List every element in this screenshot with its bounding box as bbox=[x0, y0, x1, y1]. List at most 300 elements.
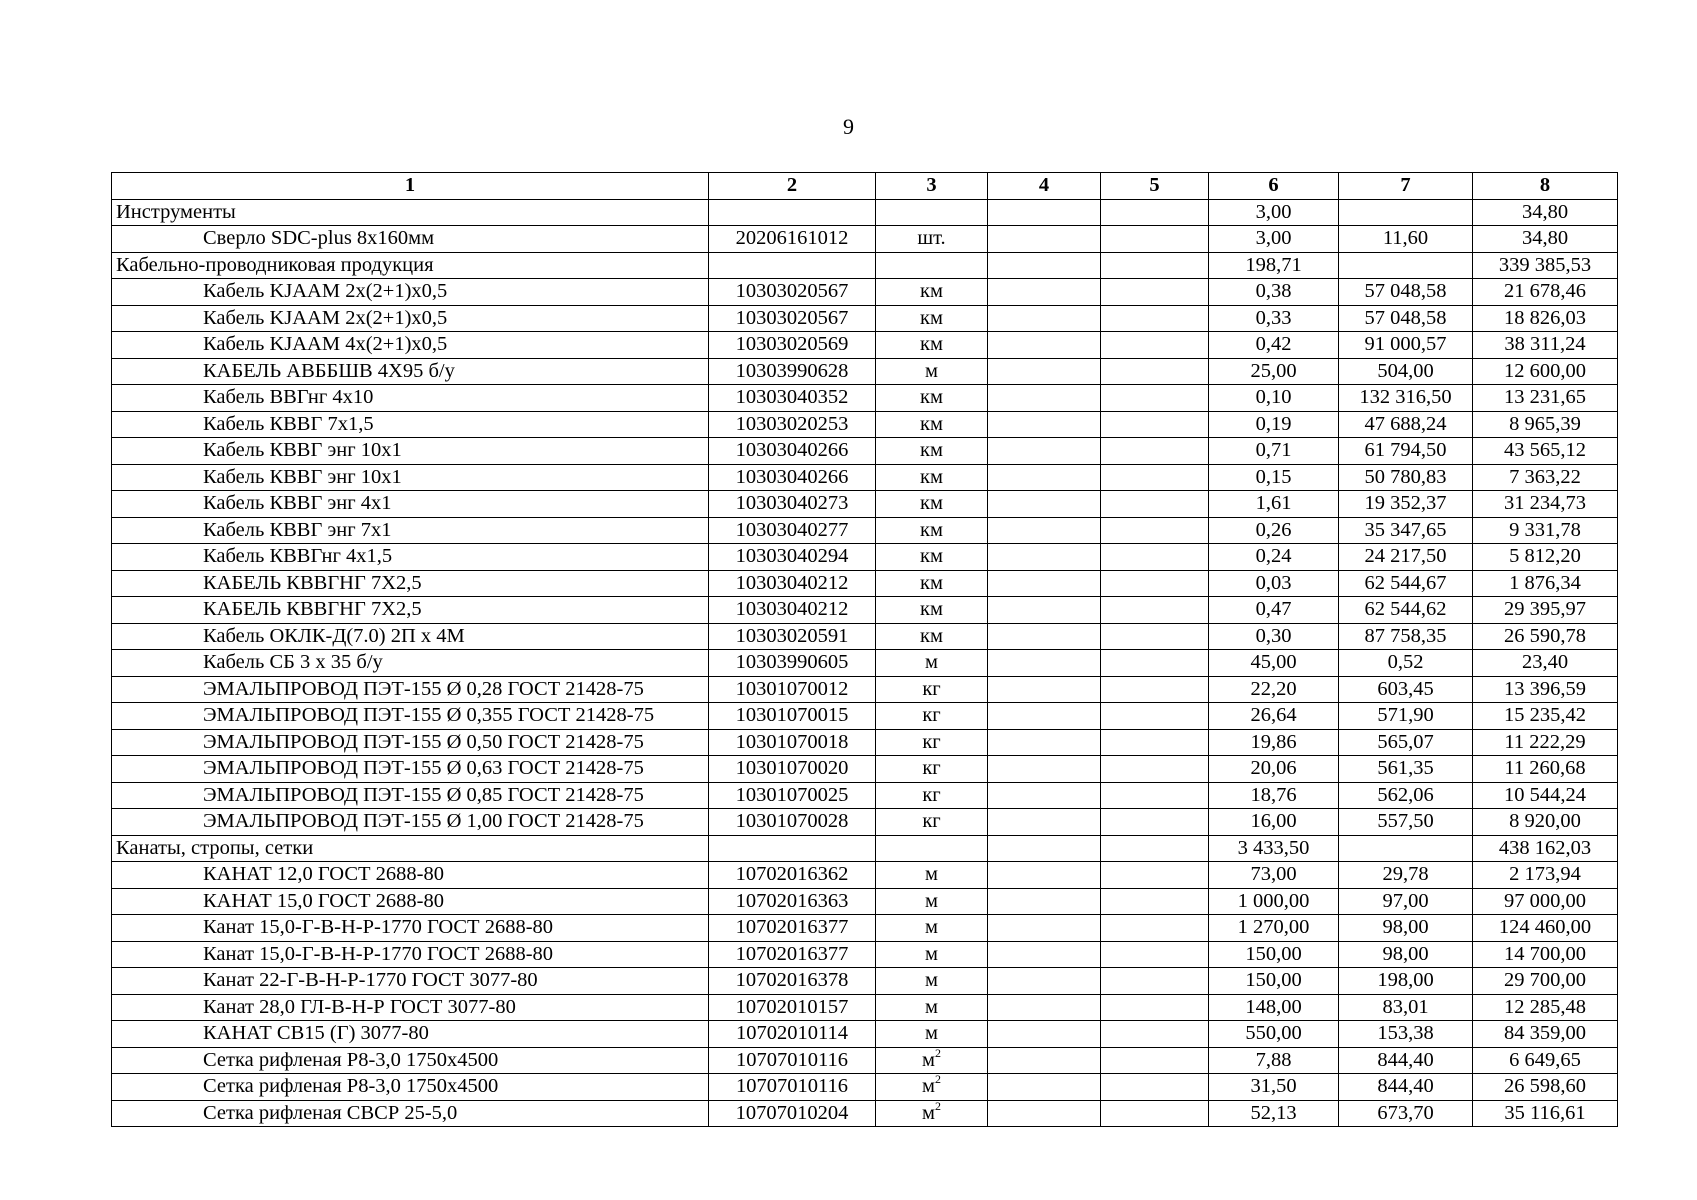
price-cell: 153,38 bbox=[1339, 1021, 1473, 1048]
sum-cell: 10 544,24 bbox=[1473, 782, 1618, 809]
column-5-cell bbox=[1101, 438, 1209, 465]
sum-cell: 34,80 bbox=[1473, 199, 1618, 226]
column-4-cell bbox=[988, 623, 1101, 650]
unit-cell: км bbox=[876, 385, 988, 412]
column-4-cell bbox=[988, 1074, 1101, 1101]
item-name-cell: Сетка рифленая Р8-3,0 1750x4500 bbox=[112, 1074, 709, 1101]
column-4-cell bbox=[988, 252, 1101, 279]
unit-cell: км bbox=[876, 305, 988, 332]
price-cell bbox=[1339, 835, 1473, 862]
column-5-cell bbox=[1101, 252, 1209, 279]
unit-cell: м bbox=[876, 915, 988, 942]
column-5-cell bbox=[1101, 332, 1209, 359]
table-row bbox=[112, 676, 1618, 703]
table-row bbox=[112, 491, 1618, 518]
sum-cell: 97 000,00 bbox=[1473, 888, 1618, 915]
table-row bbox=[112, 411, 1618, 438]
column-4-cell bbox=[988, 994, 1101, 1021]
sum-cell: 11 260,68 bbox=[1473, 756, 1618, 783]
column-4-cell bbox=[988, 888, 1101, 915]
quantity-cell: 19,86 bbox=[1209, 729, 1339, 756]
column-header: 4 bbox=[988, 173, 1101, 200]
quantity-cell: 1 000,00 bbox=[1209, 888, 1339, 915]
quantity-cell: 25,00 bbox=[1209, 358, 1339, 385]
item-name-cell: ЭМАЛЬПРОВОД ПЭТ-155 Ø 1,00 ГОСТ 21428-75 bbox=[112, 809, 709, 836]
unit-cell: кг bbox=[876, 729, 988, 756]
code-cell: 10707010204 bbox=[709, 1100, 876, 1127]
unit-cell: м bbox=[876, 888, 988, 915]
unit-cell: км bbox=[876, 517, 988, 544]
item-name-cell: КАБЕЛЬ КВВГНГ 7Х2,5 bbox=[112, 570, 709, 597]
column-5-cell bbox=[1101, 226, 1209, 253]
code-cell: 10702016378 bbox=[709, 968, 876, 995]
column-4-cell bbox=[988, 968, 1101, 995]
quantity-cell: 0,26 bbox=[1209, 517, 1339, 544]
price-cell: 62 544,67 bbox=[1339, 570, 1473, 597]
quantity-cell: 3 433,50 bbox=[1209, 835, 1339, 862]
item-name-cell: Сетка рифленая СВСР 25-5,0 bbox=[112, 1100, 709, 1127]
table-row bbox=[112, 438, 1618, 465]
unit-cell: м bbox=[876, 994, 988, 1021]
column-4-cell bbox=[988, 279, 1101, 306]
table-row bbox=[112, 385, 1618, 412]
sum-cell: 29 700,00 bbox=[1473, 968, 1618, 995]
table-row bbox=[112, 650, 1618, 677]
column-5-cell bbox=[1101, 411, 1209, 438]
group-row bbox=[112, 199, 1618, 226]
table-row bbox=[112, 703, 1618, 730]
table-row bbox=[112, 915, 1618, 942]
price-cell: 11,60 bbox=[1339, 226, 1473, 253]
quantity-cell: 0,71 bbox=[1209, 438, 1339, 465]
quantity-cell: 73,00 bbox=[1209, 862, 1339, 889]
unit-cell bbox=[876, 1074, 988, 1101]
column-5-cell bbox=[1101, 570, 1209, 597]
code-cell: 20206161012 bbox=[709, 226, 876, 253]
column-5-cell bbox=[1101, 517, 1209, 544]
price-cell: 50 780,83 bbox=[1339, 464, 1473, 491]
column-4-cell bbox=[988, 305, 1101, 332]
column-4-cell bbox=[988, 570, 1101, 597]
column-5-cell bbox=[1101, 491, 1209, 518]
column-5-cell bbox=[1101, 1100, 1209, 1127]
table-row bbox=[112, 544, 1618, 571]
price-cell bbox=[1339, 252, 1473, 279]
code-cell bbox=[709, 252, 876, 279]
column-4-cell bbox=[988, 941, 1101, 968]
price-cell: 19 352,37 bbox=[1339, 491, 1473, 518]
table-row bbox=[112, 888, 1618, 915]
code-cell: 10303020253 bbox=[709, 411, 876, 438]
table-row bbox=[112, 862, 1618, 889]
group-row bbox=[112, 835, 1618, 862]
price-cell: 98,00 bbox=[1339, 941, 1473, 968]
unit-cell bbox=[876, 1047, 988, 1074]
quantity-cell: 3,00 bbox=[1209, 199, 1339, 226]
code-cell: 10303020567 bbox=[709, 305, 876, 332]
column-4-cell bbox=[988, 464, 1101, 491]
column-4-cell bbox=[988, 438, 1101, 465]
code-cell: 10303990605 bbox=[709, 650, 876, 677]
code-cell: 10702016363 bbox=[709, 888, 876, 915]
code-cell: 10303040266 bbox=[709, 464, 876, 491]
column-4-cell bbox=[988, 332, 1101, 359]
sum-cell: 21 678,46 bbox=[1473, 279, 1618, 306]
code-cell bbox=[709, 199, 876, 226]
quantity-cell: 0,33 bbox=[1209, 305, 1339, 332]
item-name-cell: КАНАТ 15,0 ГОСТ 2688-80 bbox=[112, 888, 709, 915]
price-cell: 565,07 bbox=[1339, 729, 1473, 756]
column-5-cell bbox=[1101, 1074, 1209, 1101]
unit-cell bbox=[876, 1100, 988, 1127]
quantity-cell: 52,13 bbox=[1209, 1100, 1339, 1127]
quantity-cell: 150,00 bbox=[1209, 941, 1339, 968]
table-row bbox=[112, 994, 1618, 1021]
code-cell: 10707010116 bbox=[709, 1074, 876, 1101]
item-name-cell: Кабель KJAAM 4x(2+1)x0,5 bbox=[112, 332, 709, 359]
quantity-cell: 0,10 bbox=[1209, 385, 1339, 412]
quantity-cell: 20,06 bbox=[1209, 756, 1339, 783]
column-header: 5 bbox=[1101, 173, 1209, 200]
price-cell bbox=[1339, 199, 1473, 226]
column-5-cell bbox=[1101, 1021, 1209, 1048]
price-cell: 91 000,57 bbox=[1339, 332, 1473, 359]
item-name-cell: ЭМАЛЬПРОВОД ПЭТ-155 Ø 0,63 ГОСТ 21428-75 bbox=[112, 756, 709, 783]
column-4-cell bbox=[988, 199, 1101, 226]
unit-cell: м bbox=[876, 650, 988, 677]
column-4-cell bbox=[988, 517, 1101, 544]
table-row bbox=[112, 809, 1618, 836]
quantity-cell: 31,50 bbox=[1209, 1074, 1339, 1101]
column-4-cell bbox=[988, 676, 1101, 703]
quantity-cell: 22,20 bbox=[1209, 676, 1339, 703]
table-row bbox=[112, 332, 1618, 359]
item-name-cell: КАБЕЛЬ АВББШВ 4Х95 б/у bbox=[112, 358, 709, 385]
price-cell: 83,01 bbox=[1339, 994, 1473, 1021]
sum-cell: 7 363,22 bbox=[1473, 464, 1618, 491]
table-row bbox=[112, 729, 1618, 756]
column-4-cell bbox=[988, 226, 1101, 253]
column-5-cell bbox=[1101, 464, 1209, 491]
quantity-cell: 3,00 bbox=[1209, 226, 1339, 253]
unit-cell: км bbox=[876, 491, 988, 518]
code-cell: 10303040266 bbox=[709, 438, 876, 465]
price-cell: 57 048,58 bbox=[1339, 279, 1473, 306]
unit-cell: кг bbox=[876, 809, 988, 836]
code-cell: 10303040212 bbox=[709, 570, 876, 597]
unit-cell: м bbox=[876, 862, 988, 889]
header-row bbox=[112, 173, 1618, 200]
code-cell: 10301070018 bbox=[709, 729, 876, 756]
column-4-cell bbox=[988, 358, 1101, 385]
item-name-cell: Канаты, стропы, сетки bbox=[112, 835, 709, 862]
table-row bbox=[112, 782, 1618, 809]
code-cell: 10702016377 bbox=[709, 941, 876, 968]
column-4-cell bbox=[988, 544, 1101, 571]
table-row bbox=[112, 1074, 1618, 1101]
sum-cell: 6 649,65 bbox=[1473, 1047, 1618, 1074]
sum-cell: 11 222,29 bbox=[1473, 729, 1618, 756]
column-5-cell bbox=[1101, 809, 1209, 836]
quantity-cell: 550,00 bbox=[1209, 1021, 1339, 1048]
column-4-cell bbox=[988, 1047, 1101, 1074]
price-cell: 603,45 bbox=[1339, 676, 1473, 703]
item-name-cell: Инструменты bbox=[112, 199, 709, 226]
item-name-cell: Кабель КВВГ энг 10x1 bbox=[112, 464, 709, 491]
column-5-cell bbox=[1101, 199, 1209, 226]
price-cell: 844,40 bbox=[1339, 1074, 1473, 1101]
price-cell: 24 217,50 bbox=[1339, 544, 1473, 571]
sum-cell: 18 826,03 bbox=[1473, 305, 1618, 332]
quantity-cell: 7,88 bbox=[1209, 1047, 1339, 1074]
column-5-cell bbox=[1101, 650, 1209, 677]
unit-text: м bbox=[922, 1101, 935, 1124]
price-cell: 57 048,58 bbox=[1339, 305, 1473, 332]
column-4-cell bbox=[988, 1100, 1101, 1127]
column-4-cell bbox=[988, 1021, 1101, 1048]
quantity-cell: 0,30 bbox=[1209, 623, 1339, 650]
code-cell: 10303040212 bbox=[709, 597, 876, 624]
column-4-cell bbox=[988, 597, 1101, 624]
quantity-cell: 1 270,00 bbox=[1209, 915, 1339, 942]
quantity-cell: 148,00 bbox=[1209, 994, 1339, 1021]
sum-cell: 13 231,65 bbox=[1473, 385, 1618, 412]
price-cell: 198,00 bbox=[1339, 968, 1473, 995]
price-cell: 47 688,24 bbox=[1339, 411, 1473, 438]
item-name-cell: Кабель KJAAM 2x(2+1)x0,5 bbox=[112, 305, 709, 332]
item-name-cell: Кабель КВВГ 7x1,5 bbox=[112, 411, 709, 438]
price-cell: 29,78 bbox=[1339, 862, 1473, 889]
table-row bbox=[112, 968, 1618, 995]
table-row bbox=[112, 1100, 1618, 1127]
table-row bbox=[112, 226, 1618, 253]
sum-cell: 13 396,59 bbox=[1473, 676, 1618, 703]
code-cell bbox=[709, 835, 876, 862]
table-row bbox=[112, 464, 1618, 491]
unit-superscript: 2 bbox=[934, 1100, 941, 1113]
sum-cell: 1 876,34 bbox=[1473, 570, 1618, 597]
unit-cell: кг bbox=[876, 676, 988, 703]
column-4-cell bbox=[988, 809, 1101, 836]
code-cell: 10303990628 bbox=[709, 358, 876, 385]
inventory-table bbox=[111, 172, 1618, 1127]
column-5-cell bbox=[1101, 968, 1209, 995]
price-cell: 98,00 bbox=[1339, 915, 1473, 942]
item-name-cell: ЭМАЛЬПРОВОД ПЭТ-155 Ø 0,85 ГОСТ 21428-75 bbox=[112, 782, 709, 809]
code-cell: 10707010116 bbox=[709, 1047, 876, 1074]
price-cell: 0,52 bbox=[1339, 650, 1473, 677]
sum-cell: 29 395,97 bbox=[1473, 597, 1618, 624]
item-name-cell: КАНАТ СВ15 (Г) 3077-80 bbox=[112, 1021, 709, 1048]
sum-cell: 15 235,42 bbox=[1473, 703, 1618, 730]
sum-cell: 12 285,48 bbox=[1473, 994, 1618, 1021]
item-name-cell: Кабель KJAAM 2x(2+1)x0,5 bbox=[112, 279, 709, 306]
page-number: 9 bbox=[843, 114, 854, 139]
code-cell: 10303040294 bbox=[709, 544, 876, 571]
code-cell: 10303040277 bbox=[709, 517, 876, 544]
quantity-cell: 198,71 bbox=[1209, 252, 1339, 279]
column-header: 1 bbox=[112, 173, 709, 200]
item-name-cell: Сверло SDC-plus 8x160мм bbox=[112, 226, 709, 253]
quantity-cell: 16,00 bbox=[1209, 809, 1339, 836]
code-cell: 10702010157 bbox=[709, 994, 876, 1021]
table-row bbox=[112, 941, 1618, 968]
table-row bbox=[112, 517, 1618, 544]
price-cell: 561,35 bbox=[1339, 756, 1473, 783]
sum-cell: 5 812,20 bbox=[1473, 544, 1618, 571]
code-cell: 10702016362 bbox=[709, 862, 876, 889]
column-5-cell bbox=[1101, 994, 1209, 1021]
item-name-cell: Канат 22-Г-В-Н-Р-1770 ГОСТ 3077-80 bbox=[112, 968, 709, 995]
column-4-cell bbox=[988, 703, 1101, 730]
price-cell: 132 316,50 bbox=[1339, 385, 1473, 412]
code-cell: 10303020591 bbox=[709, 623, 876, 650]
quantity-cell: 26,64 bbox=[1209, 703, 1339, 730]
unit-cell: км bbox=[876, 411, 988, 438]
unit-cell: км bbox=[876, 438, 988, 465]
column-5-cell bbox=[1101, 279, 1209, 306]
column-5-cell bbox=[1101, 597, 1209, 624]
table-row bbox=[112, 358, 1618, 385]
item-name-cell: КАНАТ 12,0 ГОСТ 2688-80 bbox=[112, 862, 709, 889]
column-4-cell bbox=[988, 411, 1101, 438]
sum-cell: 2 173,94 bbox=[1473, 862, 1618, 889]
quantity-cell: 1,61 bbox=[1209, 491, 1339, 518]
item-name-cell: ЭМАЛЬПРОВОД ПЭТ-155 Ø 0,50 ГОСТ 21428-75 bbox=[112, 729, 709, 756]
price-cell: 557,50 bbox=[1339, 809, 1473, 836]
quantity-cell: 150,00 bbox=[1209, 968, 1339, 995]
table-row bbox=[112, 623, 1618, 650]
item-name-cell: Канат 15,0-Г-В-Н-Р-1770 ГОСТ 2688-80 bbox=[112, 915, 709, 942]
sum-cell: 84 359,00 bbox=[1473, 1021, 1618, 1048]
quantity-cell: 0,19 bbox=[1209, 411, 1339, 438]
table-row bbox=[112, 279, 1618, 306]
item-name-cell: Кабель ВВГнг 4x10 bbox=[112, 385, 709, 412]
column-header: 6 bbox=[1209, 173, 1339, 200]
unit-superscript: 2 bbox=[934, 1073, 941, 1087]
sum-cell: 23,40 bbox=[1473, 650, 1618, 677]
sum-cell: 35 116,61 bbox=[1473, 1100, 1618, 1127]
item-name-cell: Канат 28,0 ГЛ-В-Н-Р ГОСТ 3077-80 bbox=[112, 994, 709, 1021]
item-name-cell: Кабельно-проводниковая продукция bbox=[112, 252, 709, 279]
item-name-cell: Канат 15,0-Г-В-Н-Р-1770 ГОСТ 2688-80 bbox=[112, 941, 709, 968]
column-4-cell bbox=[988, 729, 1101, 756]
column-header: 7 bbox=[1339, 173, 1473, 200]
column-5-cell bbox=[1101, 1047, 1209, 1074]
table-row bbox=[112, 1047, 1618, 1074]
unit-cell: км bbox=[876, 332, 988, 359]
unit-cell: кг bbox=[876, 703, 988, 730]
item-name-cell: КАБЕЛЬ КВВГНГ 7Х2,5 bbox=[112, 597, 709, 624]
quantity-cell: 0,42 bbox=[1209, 332, 1339, 359]
column-5-cell bbox=[1101, 385, 1209, 412]
price-cell: 35 347,65 bbox=[1339, 517, 1473, 544]
price-cell: 562,06 bbox=[1339, 782, 1473, 809]
unit-text: м bbox=[922, 1075, 935, 1098]
table-row bbox=[112, 756, 1618, 783]
sum-cell: 43 565,12 bbox=[1473, 438, 1618, 465]
unit-cell bbox=[876, 835, 988, 862]
sum-cell: 38 311,24 bbox=[1473, 332, 1618, 359]
column-5-cell bbox=[1101, 782, 1209, 809]
unit-cell: км bbox=[876, 570, 988, 597]
unit-cell: км bbox=[876, 279, 988, 306]
table-row bbox=[112, 1021, 1618, 1048]
column-4-cell bbox=[988, 862, 1101, 889]
code-cell: 10702010114 bbox=[709, 1021, 876, 1048]
table-row bbox=[112, 597, 1618, 624]
code-cell: 10301070025 bbox=[709, 782, 876, 809]
unit-cell: шт. bbox=[876, 226, 988, 253]
column-4-cell bbox=[988, 385, 1101, 412]
price-cell: 97,00 bbox=[1339, 888, 1473, 915]
sum-cell: 34,80 bbox=[1473, 226, 1618, 253]
code-cell: 10301070015 bbox=[709, 703, 876, 730]
price-cell: 844,40 bbox=[1339, 1047, 1473, 1074]
sum-cell: 31 234,73 bbox=[1473, 491, 1618, 518]
code-cell: 10303020567 bbox=[709, 279, 876, 306]
price-cell: 62 544,62 bbox=[1339, 597, 1473, 624]
price-cell: 87 758,35 bbox=[1339, 623, 1473, 650]
code-cell: 10303040352 bbox=[709, 385, 876, 412]
unit-cell: м bbox=[876, 358, 988, 385]
column-5-cell bbox=[1101, 941, 1209, 968]
sum-cell: 26 590,78 bbox=[1473, 623, 1618, 650]
column-5-cell bbox=[1101, 305, 1209, 332]
column-header: 2 bbox=[709, 173, 876, 200]
item-name-cell: Сетка рифленая Р8-3,0 1750x4500 bbox=[112, 1047, 709, 1074]
price-cell: 61 794,50 bbox=[1339, 438, 1473, 465]
unit-superscript: 2 bbox=[934, 1047, 941, 1060]
unit-cell: кг bbox=[876, 782, 988, 809]
sum-cell: 8 920,00 bbox=[1473, 809, 1618, 836]
item-name-cell: Кабель КВВГ энг 7x1 bbox=[112, 517, 709, 544]
sum-cell: 14 700,00 bbox=[1473, 941, 1618, 968]
column-5-cell bbox=[1101, 703, 1209, 730]
item-name-cell: Кабель КВВГ энг 10x1 bbox=[112, 438, 709, 465]
quantity-cell: 0,38 bbox=[1209, 279, 1339, 306]
column-4-cell bbox=[988, 782, 1101, 809]
column-4-cell bbox=[988, 915, 1101, 942]
column-5-cell bbox=[1101, 756, 1209, 783]
column-5-cell bbox=[1101, 862, 1209, 889]
sum-cell: 12 600,00 bbox=[1473, 358, 1618, 385]
unit-cell: м bbox=[876, 1021, 988, 1048]
quantity-cell: 0,24 bbox=[1209, 544, 1339, 571]
quantity-cell: 0,15 bbox=[1209, 464, 1339, 491]
unit-cell: км bbox=[876, 464, 988, 491]
price-cell: 571,90 bbox=[1339, 703, 1473, 730]
unit-cell: м bbox=[876, 968, 988, 995]
column-5-cell bbox=[1101, 623, 1209, 650]
column-4-cell bbox=[988, 650, 1101, 677]
code-cell: 10303040273 bbox=[709, 491, 876, 518]
item-name-cell: Кабель СБ 3 х 35 б/у bbox=[112, 650, 709, 677]
item-name-cell: Кабель КВВГнг 4x1,5 bbox=[112, 544, 709, 571]
column-5-cell bbox=[1101, 544, 1209, 571]
unit-cell: км bbox=[876, 623, 988, 650]
column-5-cell bbox=[1101, 676, 1209, 703]
sum-cell: 124 460,00 bbox=[1473, 915, 1618, 942]
column-4-cell bbox=[988, 491, 1101, 518]
column-4-cell bbox=[988, 756, 1101, 783]
unit-cell: км bbox=[876, 544, 988, 571]
unit-cell bbox=[876, 252, 988, 279]
unit-cell: м bbox=[876, 941, 988, 968]
unit-cell: км bbox=[876, 597, 988, 624]
column-4-cell bbox=[988, 835, 1101, 862]
code-cell: 10303020569 bbox=[709, 332, 876, 359]
